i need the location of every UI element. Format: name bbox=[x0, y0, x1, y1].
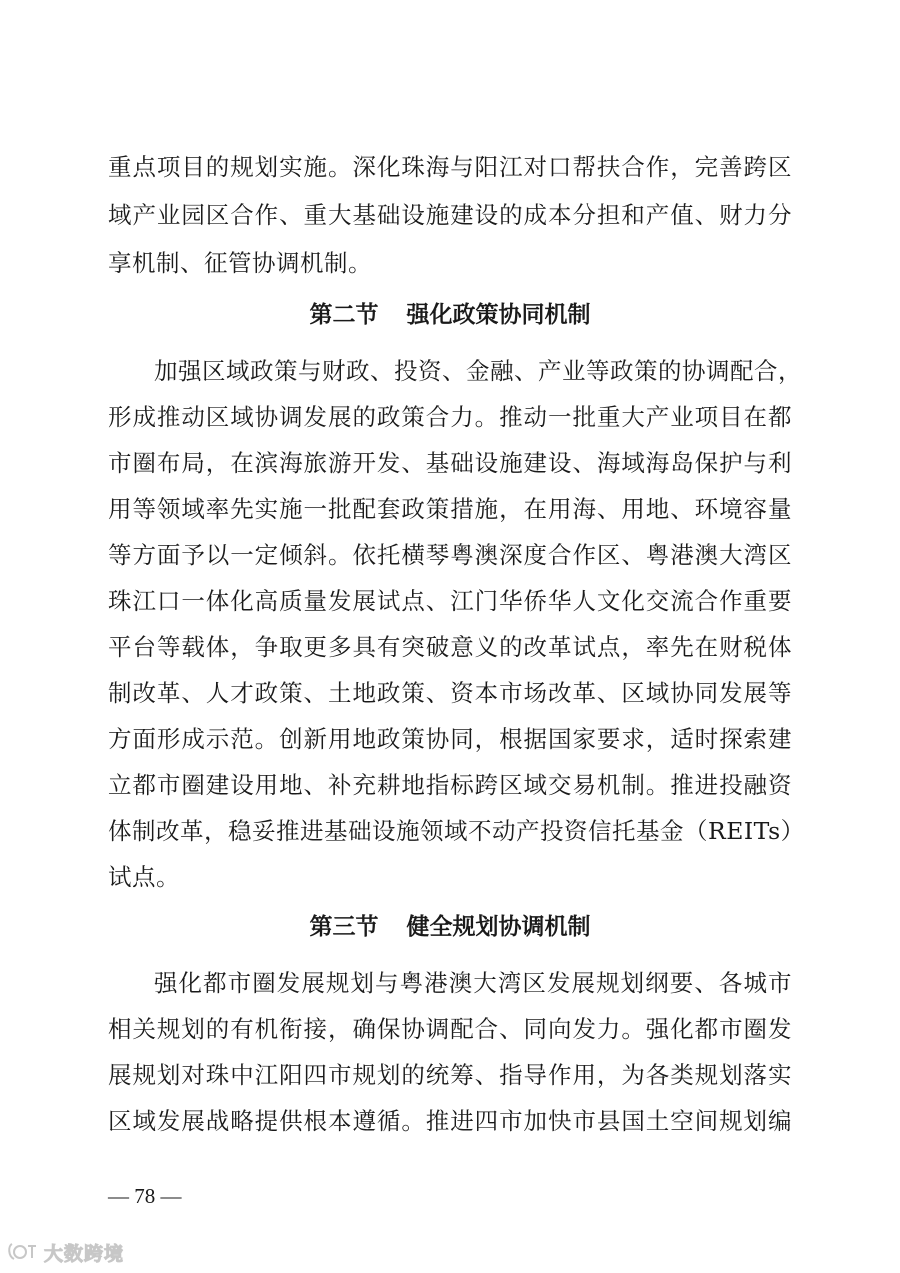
text-line: 用等领域率先实施一批配套政策措施，在用海、用地、环境容量 bbox=[108, 495, 792, 523]
text-line: 等方面予以一定倾斜。依托横琴粤澳深度合作区、粤港澳大湾区 bbox=[108, 541, 792, 569]
section-heading bbox=[0, 298, 900, 332]
watermark-logo-icon bbox=[6, 1240, 40, 1264]
text-line: 珠江口一体化高质量发展试点、江门华侨华人文化交流合作重要 bbox=[108, 587, 792, 615]
section-title: 强化政策协同机制 bbox=[406, 302, 591, 328]
text-line: 展规划对珠中江阳四市规划的统筹、指导作用，为各类规划落实 bbox=[108, 1061, 792, 1089]
section-number: 第二节 bbox=[309, 302, 379, 328]
text-line: 体制改革，稳妥推进基础设施领域不动产投资信托基金（REITs） bbox=[108, 817, 805, 845]
watermark-text: 大数跨境 bbox=[44, 1242, 125, 1265]
page-number: — 78 — bbox=[108, 1184, 182, 1208]
text-line: 试点。 bbox=[108, 863, 180, 891]
text-line: 相关规划的有机衔接，确保协调配合、同向发力。强化都市圈发 bbox=[108, 1015, 792, 1043]
text-line: 市圈布局，在滨海旅游开发、基础设施建设、海域海岛保护与利 bbox=[108, 449, 792, 477]
section-number: 第三节 bbox=[309, 914, 379, 940]
watermark bbox=[6, 1238, 124, 1266]
text-line: 平台等载体，争取更多具有突破意义的改革试点，率先在财税体 bbox=[108, 633, 792, 661]
text-line: 制改革、人才政策、土地政策、资本市场改革、区域协同发展等 bbox=[108, 679, 792, 707]
text-line: 区域发展战略提供根本遵循。推进四市加快市县国土空间规划编 bbox=[108, 1107, 792, 1135]
text-line: 形成推动区域协调发展的政策合力。推动一批重大产业项目在都 bbox=[108, 403, 792, 431]
text-line: 强化都市圈发展规划与粤港澳大湾区发展规划纲要、各城市 bbox=[154, 969, 792, 997]
section-title: 健全规划协调机制 bbox=[406, 914, 591, 940]
text-line: 加强区域政策与财政、投资、金融、产业等政策的协调配合， bbox=[154, 357, 802, 385]
section-heading bbox=[0, 910, 900, 944]
text-line: 重点项目的规划实施。深化珠海与阳江对口帮扶合作，完善跨区 bbox=[108, 153, 792, 181]
text-line: 方面形成示范。创新用地政策协同，根据国家要求，适时探索建 bbox=[108, 725, 792, 753]
text-line: 域产业园区合作、重大基础设施建设的成本分担和产值、财力分 bbox=[108, 201, 792, 229]
text-line: 享机制、征管协调机制。 bbox=[108, 249, 372, 277]
text-line: 立都市圈建设用地、补充耕地指标跨区域交易机制。推进投融资 bbox=[108, 771, 792, 799]
